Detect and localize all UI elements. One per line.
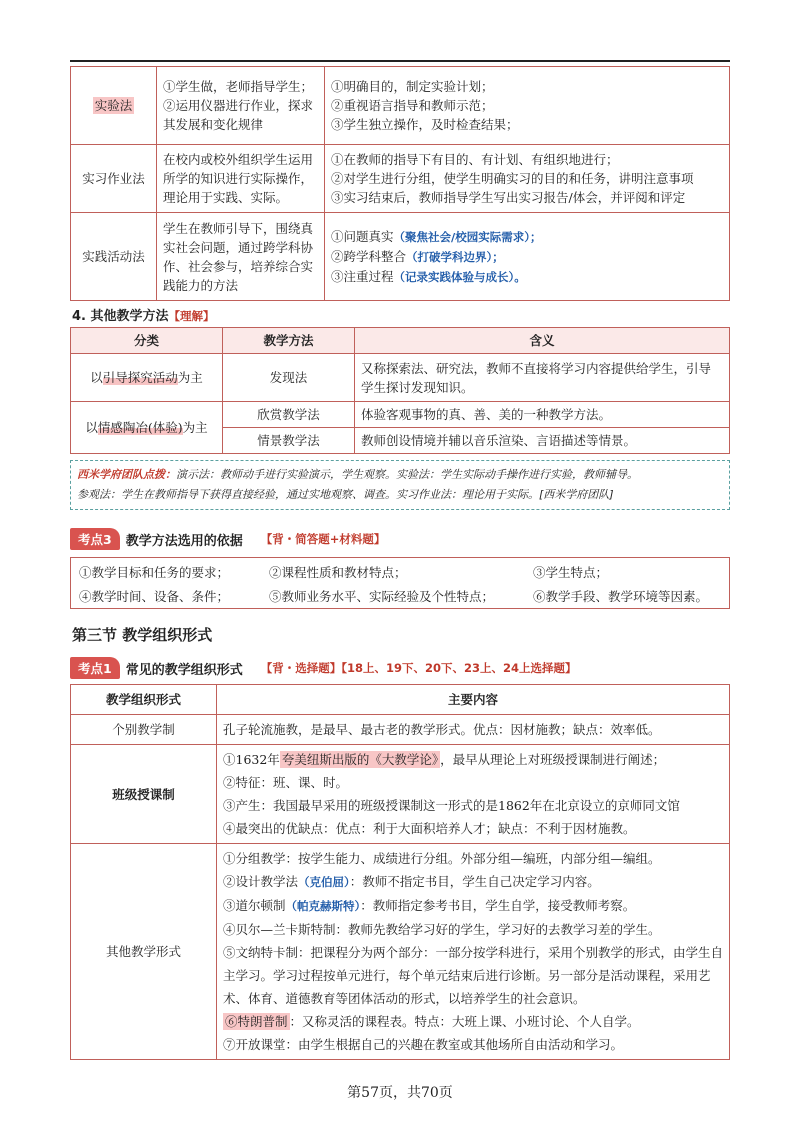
category-cell: 以情感陶冶(体验)为主: [71, 402, 223, 454]
meaning-cell: 教师创设情境并辅以音乐渲染、言语描述等情景。: [355, 428, 730, 454]
method-cell: 欣赏教学法: [223, 402, 355, 428]
table-row: [71, 715, 730, 745]
form-content-cell: 孔子轮流施教，是最早、最古老的教学形式。优点：因材施教；缺点：效率低。: [217, 715, 730, 745]
kaodian-badge: 考点1: [70, 657, 120, 679]
method-desc-cell: 学生在教师引导下，围绕真实社会问题，通过跨学科协作、社会参与，培养综合实践能力的方法: [157, 213, 325, 301]
top-rule: [70, 60, 730, 62]
method-desc-cell: 在校内或校外组织学生运用所学的知识进行实际操作，理论用于实践、实际。: [157, 145, 325, 213]
form-name-cell: 个别教学制: [71, 715, 217, 745]
method-name-cell: 实习作业法: [71, 145, 157, 213]
method-name-cell: 实验法: [71, 67, 157, 145]
form-content-cell: ①分组教学：按学生能力、成绩进行分组。外部分组—编班，内部分组—编组。 ②设计教学法（克伯屈）：教师不指定书目，学生自己决定学习内容。 ③道尔顿制（帕克赫斯特）：教师指定参考书目，学生自学，接受教师考察。 ④贝尔—兰卡斯特制：教师先教给学习好的学生，学习好的去教学习差的学生。 ⑤文纳特卡制：把课程分为两个部分：一部分按学科进行，采用个别教学的形式，由学生自主学习。学习过程按单元进行，每个单元结束后进行诊断。另一部分是活动课程，采用艺术、体育、道德教育等团体活动的形式，以培养学生的社会意识。 ⑥特朗普制 ：又称灵活的课程表。特点：大班上课、小班讨论、个人自学。 ⑦开放课堂：由学生根据自己的兴趣在教室或其他场所自由活动和学习。: [217, 844, 730, 1060]
kaodian-title: 教学方法选用的依据: [125, 533, 243, 549]
other-methods-table: [70, 327, 730, 454]
basis-item: ③学生特点；: [533, 565, 609, 580]
kaodian-tag: 【背・选择题】【18上、19下、20下、23上、24上选择题】: [260, 661, 577, 675]
method-name-cell: 实践活动法: [71, 213, 157, 301]
table-row: [71, 402, 730, 428]
kaodian1-header: [70, 657, 576, 679]
basis-item: ②课程性质和教材特点；: [269, 565, 407, 580]
basis-item: ⑥教学手段、教学环境等因素。: [533, 589, 709, 604]
section-title: 第三节 教学组织形式: [72, 626, 213, 644]
form-content-cell: ①1632年 夸美纽斯出版的《大教学论》 ，最早从理论上对班级授课制进行阐述； ②特征：班、课、时。 ③产生：我国最早采用的班级授课制这一形式的是1862年在北京设立的京师同文馆 ④最突出的优缺点：优点：利于大面积培养人才；缺点：不利于因材施教。: [217, 745, 730, 844]
method-desc-cell: ①学生做，老师指导学生；②运用仪器进行作业，探求其发展和变化规律: [157, 67, 325, 145]
section-heading-other-methods: 4. 其他教学方法【理解】: [72, 309, 215, 324]
table-header-row: 教学组织形式 主要内容: [71, 685, 730, 715]
category-cell: 以引导探究活动为主: [71, 354, 223, 402]
table-row: [71, 354, 730, 402]
basis-item: ①教学目标和任务的要求；: [79, 565, 230, 580]
method-cell: 发现法: [223, 354, 355, 402]
page-number: 第57页，共70页: [347, 1085, 453, 1101]
basis-item: ⑤教师业务水平、实际经验及个性特点；: [269, 589, 495, 604]
table-row: [71, 67, 730, 145]
methods-table: [70, 66, 730, 301]
organization-forms-table: [70, 684, 730, 1060]
table-row: [71, 213, 730, 301]
form-name-cell: 其他教学形式: [71, 844, 217, 1060]
kaodian-tag: 【背・简答题+材料题】: [260, 532, 386, 546]
team-tip-box: 西米学府团队点拨：演示法：教师动手进行实验演示，学生观察。实验法：学生实际动手操作进行实验，教师辅导。 参观法：学生在教师指导下获得直接经验，通过实地观察、调查。实习作业法：理论用于实际。[西米学府团队]: [70, 460, 730, 510]
table-row: [71, 844, 730, 1060]
table-header-row: 分类 教学方法 含义: [71, 328, 730, 354]
basis-box: [70, 557, 730, 609]
meaning-cell: 体验客观事物的真、善、美的一种教学方法。: [355, 402, 730, 428]
method-points-cell: ①问题真实（聚焦社会/校园实际需求）； ②跨学科整合（打破学科边界）； ③注重过程（记录实践体验与成长）。: [325, 213, 730, 301]
method-points-cell: ①在教师的指导下有目的、有计划、有组织地进行； ②对学生进行分组，使学生明确实习的目的和任务，讲明注意事项 ③实习结束后，教师指导学生写出实习报告/体会，并评阅和评定: [325, 145, 730, 213]
kaodian-title: 常见的教学组织形式: [125, 662, 243, 678]
basis-item: ④教学时间、设备、条件；: [79, 589, 230, 604]
kaodian3-header: [70, 528, 385, 550]
method-points-cell: ①明确目的，制定实验计划； ②重视语言指导和教师示范； ③学生独立操作，及时检查结果；: [325, 67, 730, 145]
method-cell: 情景教学法: [223, 428, 355, 454]
table-row: [71, 745, 730, 844]
meaning-cell: 又称探索法、研究法，教师不直接将学习内容提供给学生，引导学生探讨发现知识。: [355, 354, 730, 402]
kaodian-badge: 考点3: [70, 528, 120, 550]
table-row: [71, 145, 730, 213]
form-name-cell: 班级授课制: [71, 745, 217, 844]
